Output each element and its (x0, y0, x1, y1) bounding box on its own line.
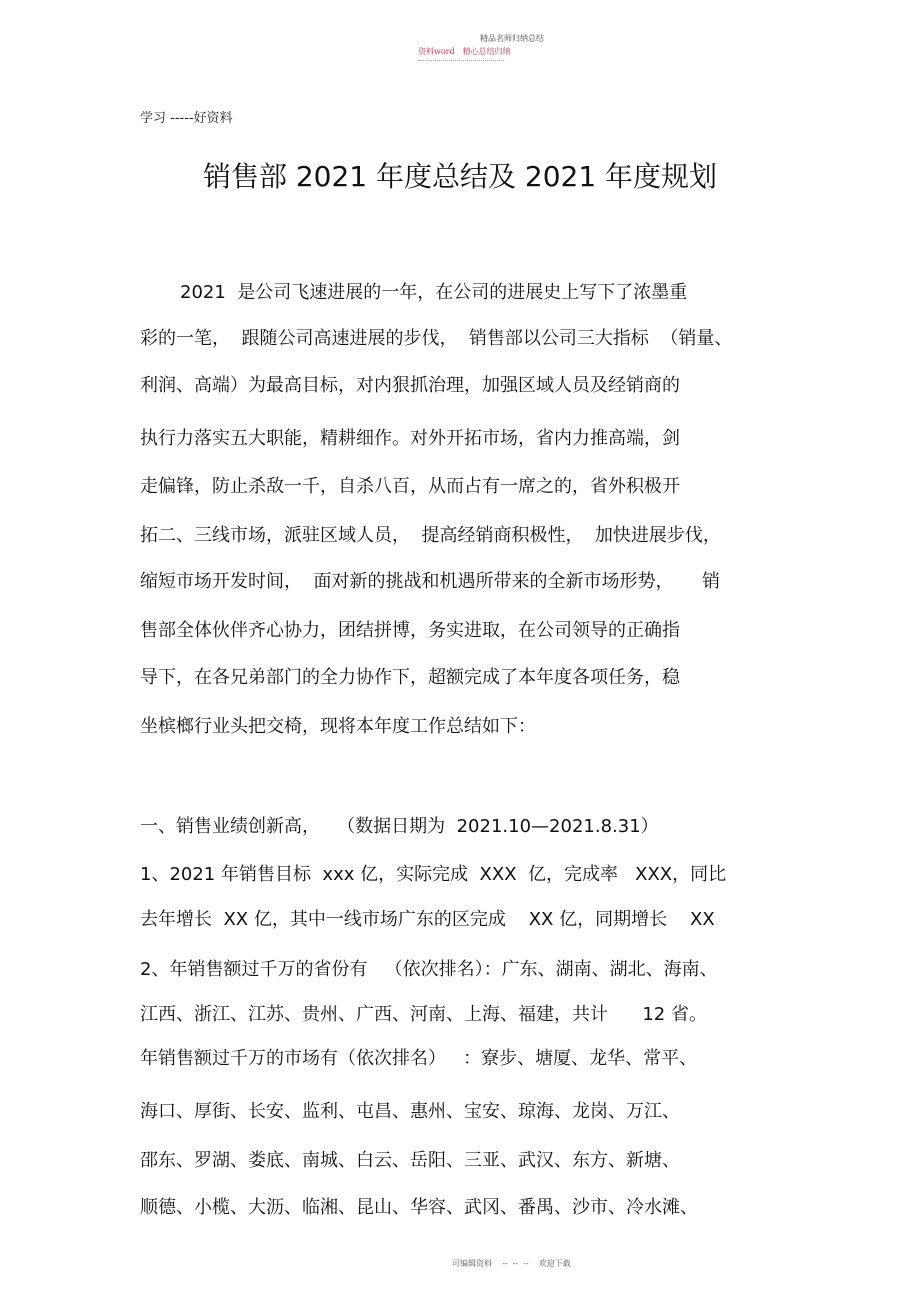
footer-label: 可编辑资料 -- -- -- 欢迎下载 (452, 1259, 571, 1268)
header-red-left: 资料word (418, 47, 455, 56)
body-line: 拓二、三线市场，派驻区域人员， 提高经销商积极性， 加快进展步伐， (140, 525, 721, 546)
section-heading: 一、销售业绩创新高， （数据日期为 2021.10—2021.8.31） (140, 816, 659, 837)
section-line: 海口、厚街、长安、监利、屯昌、惠州、宝安、琼海、龙岗、万江、 (140, 1101, 680, 1122)
body-line: 缩短市场开发时间， 面对新的挑战和机遇所带来的全新市场形势， 销 (140, 571, 721, 592)
section-line: 年销售额过千万的市场有（依次排名） ：寮步、塘厦、龙华、常平、 (140, 1048, 698, 1069)
section-line: 1、2021 年销售目标 xxx 亿，实际完成 XXX 亿，完成率 XXX，同比 (140, 864, 727, 885)
section-line: 邵东、罗湖、娄底、南城、白云、岳阳、三亚、武汉、东方、新塘、 (140, 1150, 680, 1171)
body-line: 坐槟榔行业头把交椅，现将本年度工作总结如下： (140, 716, 536, 737)
section-line: 2、年销售额过千万的省份有 （依次排名）：广东、湖南、湖北、海南、 (140, 959, 718, 980)
document-title: 销售部 2021 年度总结及 2021 年度规划 (202, 160, 718, 193)
body-line: 导下，在各兄弟部门的全力协作下，超额完成了本年度各项任务，稳 (140, 667, 680, 688)
body-line: 执行力落实五大职能，精耕细作。对外开拓市场，省内力推高端，剑 (140, 428, 680, 449)
study-label: 学习 -----好资料 (140, 111, 233, 126)
header-dotted-divider (418, 60, 504, 61)
body-line: 彩的一笔， 跟随公司高速进展的步伐， 销售部以公司三大指标 （销量、 (140, 328, 733, 349)
body-line: 售部全体伙伴齐心协力，团结拼博，务实进取，在公司领导的正确指 (140, 620, 680, 641)
header-top-label: 精品名师归纳总结 (480, 34, 544, 43)
header-red-right: 精心总结归纳 (462, 47, 511, 56)
header-red-label (418, 46, 519, 57)
body-line: 2021 是公司飞速进展的一年，在公司的进展史上写下了浓墨重 (180, 282, 688, 303)
section-line: 顺德、小榄、大沥、临湘、昆山、华容、武冈、番禺、沙市、冷水滩、 (140, 1197, 698, 1218)
section-line: 去年增长 XX 亿，其中一线市场广东的区完成 XX 亿，同期增长 XX (140, 909, 715, 930)
section-line: 江西、浙江、江苏、贵州、广西、河南、上海、福建，共计 12 省。 (140, 1004, 707, 1025)
body-line: 走偏锋，防止杀敌一千，自杀八百，从而占有一席之的，省外积极开 (140, 476, 680, 497)
body-line: 利润、高端）为最高目标，对内狠抓治理，加强区域人员及经销商的 (140, 375, 680, 396)
